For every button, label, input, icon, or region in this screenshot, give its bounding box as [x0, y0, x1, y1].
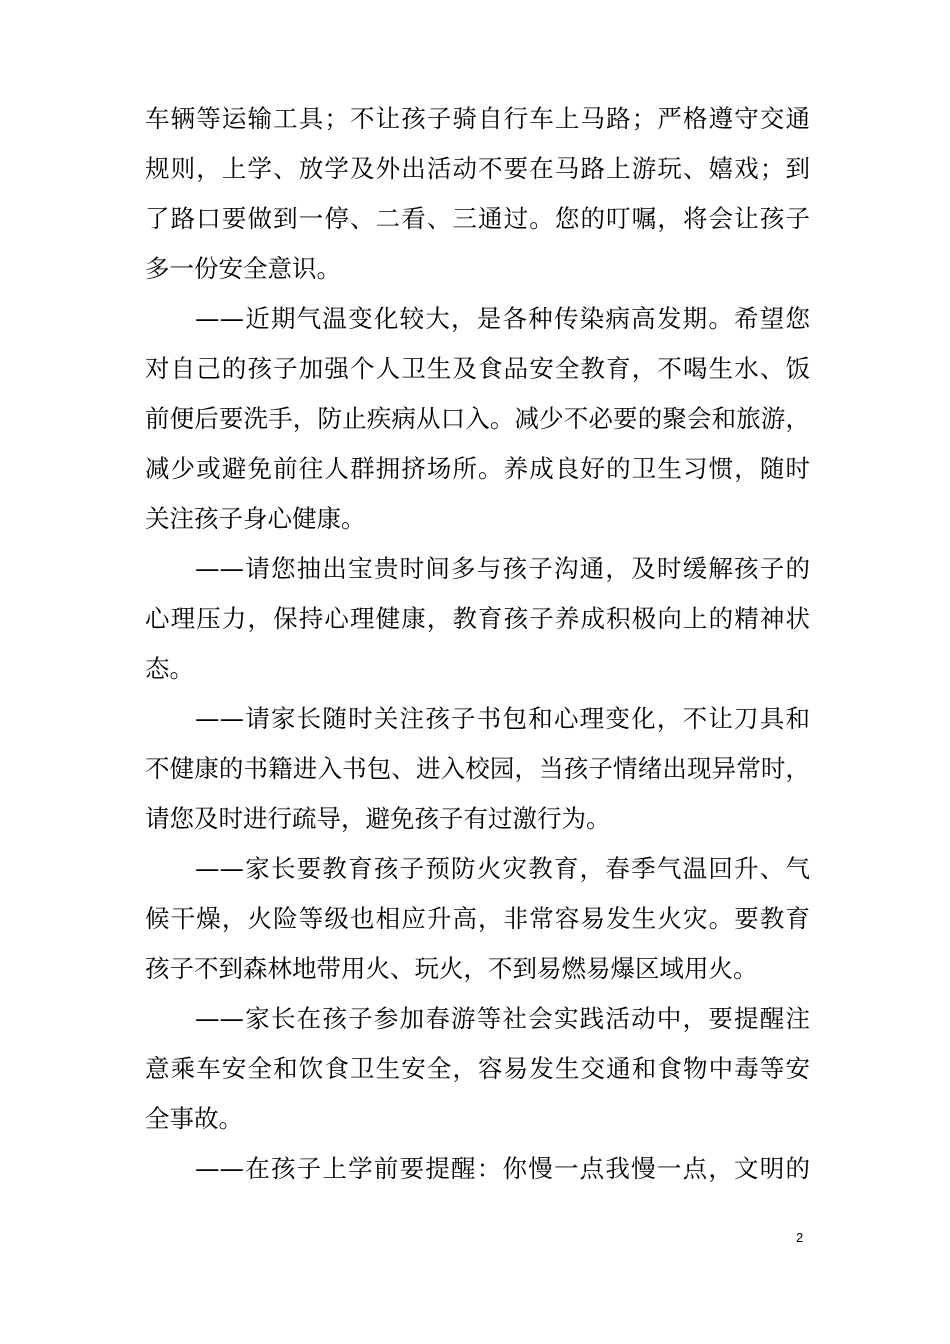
text-line: 对自己的孩子加强个人卫生及食品安全教育，不喝生水、饭 [145, 354, 810, 383]
paragraph-start-line: ——请家长随时关注孩子书包和心理变化，不让刀具和 [195, 704, 810, 733]
paragraph-start-line: ——在孩子上学前要提醒：你慢一点我慢一点，文明的 [195, 1154, 810, 1183]
paragraph-start-line: ——请您抽出宝贵时间多与孩子沟通，及时缓解孩子的 [195, 554, 810, 583]
text-line: 减少或避免前往人群拥挤场所。养成良好的卫生习惯，随时 [145, 454, 810, 483]
text-line: 不健康的书籍进入书包、进入校园，当孩子情绪出现异常时， [145, 754, 810, 783]
text-line: 候干燥，火险等级也相应升高，非常容易发生火灾。要教育 [145, 904, 810, 933]
paragraph-start-line: ——近期气温变化较大，是各种传染病高发期。希望您 [195, 304, 810, 333]
text-line: 请您及时进行疏导，避免孩子有过激行为。 [145, 804, 611, 833]
text-line: 了路口要做到一停、二看、三通过。您的叮嘱，将会让孩子 [145, 204, 810, 233]
paragraph-start-line: ——家长在孩子参加春游等社会实践活动中，要提醒注 [195, 1004, 810, 1033]
text-line: 全事故。 [145, 1104, 243, 1133]
page-number: 2 [796, 1230, 804, 1245]
text-line: 车辆等运输工具；不让孩子骑自行车上马路；严格遵守交通 [145, 104, 810, 133]
text-line: 规则，上学、放学及外出活动不要在马路上游玩、嬉戏；到 [145, 154, 810, 183]
text-line: 关注孩子身心健康。 [145, 504, 366, 533]
text-line: 前便后要洗手，防止疾病从口入。减少不必要的聚会和旅游， [145, 404, 810, 433]
text-line: 多一份安全意识。 [145, 254, 341, 283]
text-line: 态。 [145, 654, 194, 683]
paragraph-start-line: ——家长要教育孩子预防火灾教育，春季气温回升、气 [195, 854, 810, 883]
text-line: 意乘车安全和饮食卫生安全，容易发生交通和食物中毒等安 [145, 1054, 810, 1083]
body-text [145, 94, 810, 1194]
text-line: 心理压力，保持心理健康，教育孩子养成积极向上的精神状 [145, 604, 810, 633]
text-line: 孩子不到森林地带用火、玩火，不到易燃易爆区域用火。 [145, 954, 758, 983]
